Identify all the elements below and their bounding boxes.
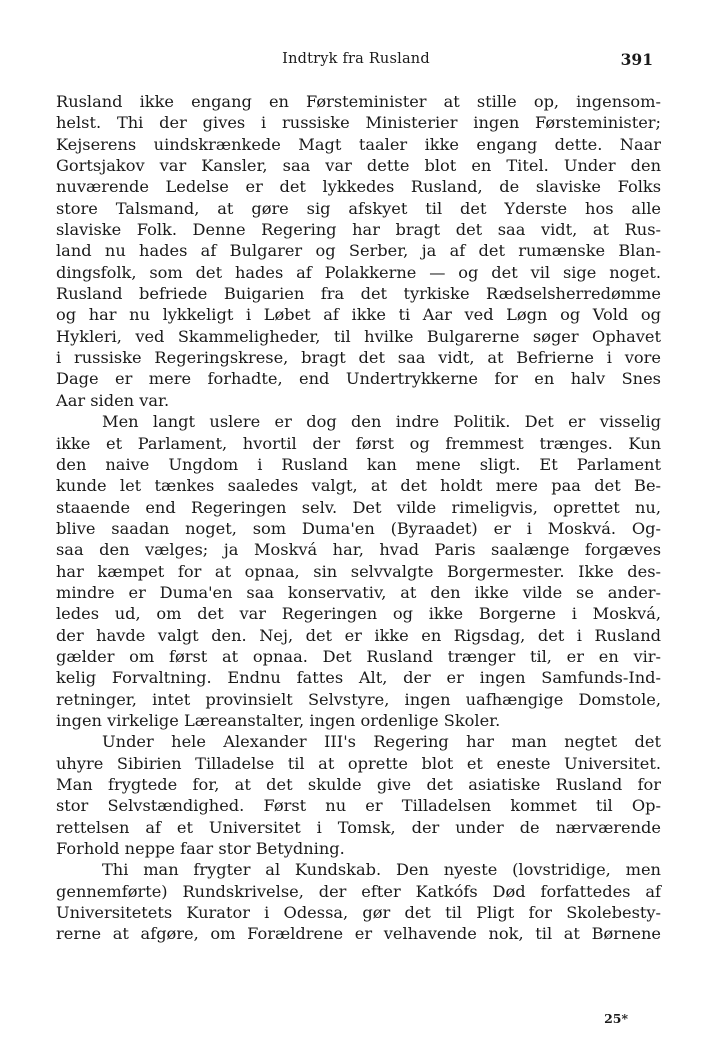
text-line: Universitetets Kurator i Odessa, gør det til Pligt for Skolebesty- bbox=[56, 903, 661, 923]
text-line: rerne at afgøre, om Forældrene er velhavende nok, til at Børnene bbox=[56, 924, 661, 944]
text-line: uhyre Sibirien Tilladelse til at oprette blot et eneste Universitet. bbox=[56, 753, 661, 773]
text-line: har kæmpet for at opnaa, sin selvvalgte Borgermester. Ikke des- bbox=[56, 561, 661, 581]
text-line: og har nu lykkeligt i Løbet af ikke ti Aar ved Løgn og Vold og bbox=[56, 305, 661, 325]
text-line: kunde let tænkes saaledes valgt, at det holdt mere paa det Be- bbox=[56, 476, 661, 496]
body-text bbox=[56, 91, 661, 945]
text-line: gælder om først at opnaa. Det Rusland trænger til, er en vir- bbox=[56, 646, 661, 666]
text-line: Aar siden var. bbox=[56, 390, 170, 410]
text-line: gennemførte) Rundskrivelse, der efter Katkófs Død forfattedes af bbox=[56, 881, 661, 901]
text-line: Gortsjakov var Kansler, saa var dette blot en Titel. Under den bbox=[56, 156, 661, 176]
text-line: Thi man frygter al Kundskab. Den nyeste (lovstridige, men bbox=[102, 860, 661, 880]
text-line: Under hele Alexander III's Regering har man negtet det bbox=[102, 732, 661, 752]
running-title: Indtryk fra Rusland bbox=[282, 51, 430, 67]
text-line: mindre er Duma'en saa konservativ, at den ikke vilde se ander- bbox=[56, 582, 661, 602]
text-line: helst. Thi der gives i russiske Ministerier ingen Førsteminister; bbox=[56, 113, 661, 133]
page-number: 391 bbox=[620, 50, 653, 69]
text-line: staaende end Regeringen selv. Det vilde rimeligvis, oprettet nu, bbox=[56, 497, 661, 517]
text-line: Forhold neppe faar stor Betydning. bbox=[56, 839, 345, 859]
text-line: blive saadan noget, som Duma'en (Byraadet) er i Moskvá. Og- bbox=[56, 518, 661, 538]
text-line: rettelsen af et Universitet i Tomsk, der under de nærværende bbox=[56, 817, 661, 837]
text-line: Rusland ikke engang en Førsteminister at stille op, ingensom- bbox=[56, 92, 661, 111]
text-line: Kejserens uindskrænkede Magt taaler ikke engang dette. Naar bbox=[56, 134, 661, 154]
text-line: Dage er mere forhadte, end Undertrykkerne for en halv Snes bbox=[56, 369, 661, 389]
text-line: Man frygtede for, at det skulde give det asiatiske Rusland for bbox=[56, 775, 661, 794]
text-line: Rusland befriede Buigarien fra det tyrkiske Rædselsherredømme bbox=[56, 284, 661, 304]
text-line: der havde valgt den. Nej, det er ikke en Rigsdag, det i Rusland bbox=[56, 625, 661, 645]
text-line: i russiske Regeringskrese, bragt det saa vidt, at Befrierne i vore bbox=[56, 348, 661, 368]
text-line: stor Selvstændighed. Først nu er Tilladelsen kommet til Op- bbox=[56, 796, 661, 816]
text-line: land nu hades af Bulgarer og Serber, ja af det rumænske Blan- bbox=[56, 241, 661, 261]
signature-mark: 25* bbox=[604, 1011, 628, 1026]
text-line: dingsfolk, som det hades af Polakkerne — og det vil sige noget. bbox=[56, 262, 661, 282]
text-line: Hykleri, ved Skammeligheder, til hvilke Bulgarerne søger Ophavet bbox=[56, 326, 661, 346]
text-line: saa den vælges; ja Moskvá har, hvad Paris saalænge forgæves bbox=[56, 540, 661, 560]
text-line: kelig Forvaltning. Endnu fattes Alt, der er ingen Samfunds-Ind- bbox=[56, 668, 661, 688]
text-line: Men langt uslere er dog den indre Politik. Det er visselig bbox=[102, 412, 661, 432]
text-line: retninger, intet provinsielt Selvstyre, ingen uafhængige Domstole, bbox=[56, 689, 661, 709]
text-line: ledes ud, om det var Regeringen og ikke Borgerne i Moskvá, bbox=[56, 604, 661, 624]
text-line: nuværende Ledelse er det lykkedes Rusland, de slaviske Folks bbox=[56, 177, 661, 197]
text-line: ingen virkelige Læreanstalter, ingen ordenlige Skoler. bbox=[56, 710, 501, 730]
text-line: ikke et Parlament, hvortil der først og fremmest trænges. Kun bbox=[56, 433, 661, 453]
text-line: store Talsmand, at gøre sig afskyet til det Yderste hos alle bbox=[56, 198, 661, 218]
text-line: slaviske Folk. Denne Regering har bragt det saa vidt, at Rus- bbox=[56, 220, 661, 240]
text-line: den naive Ungdom i Rusland kan mene sligt. Et Parlament bbox=[56, 454, 661, 474]
